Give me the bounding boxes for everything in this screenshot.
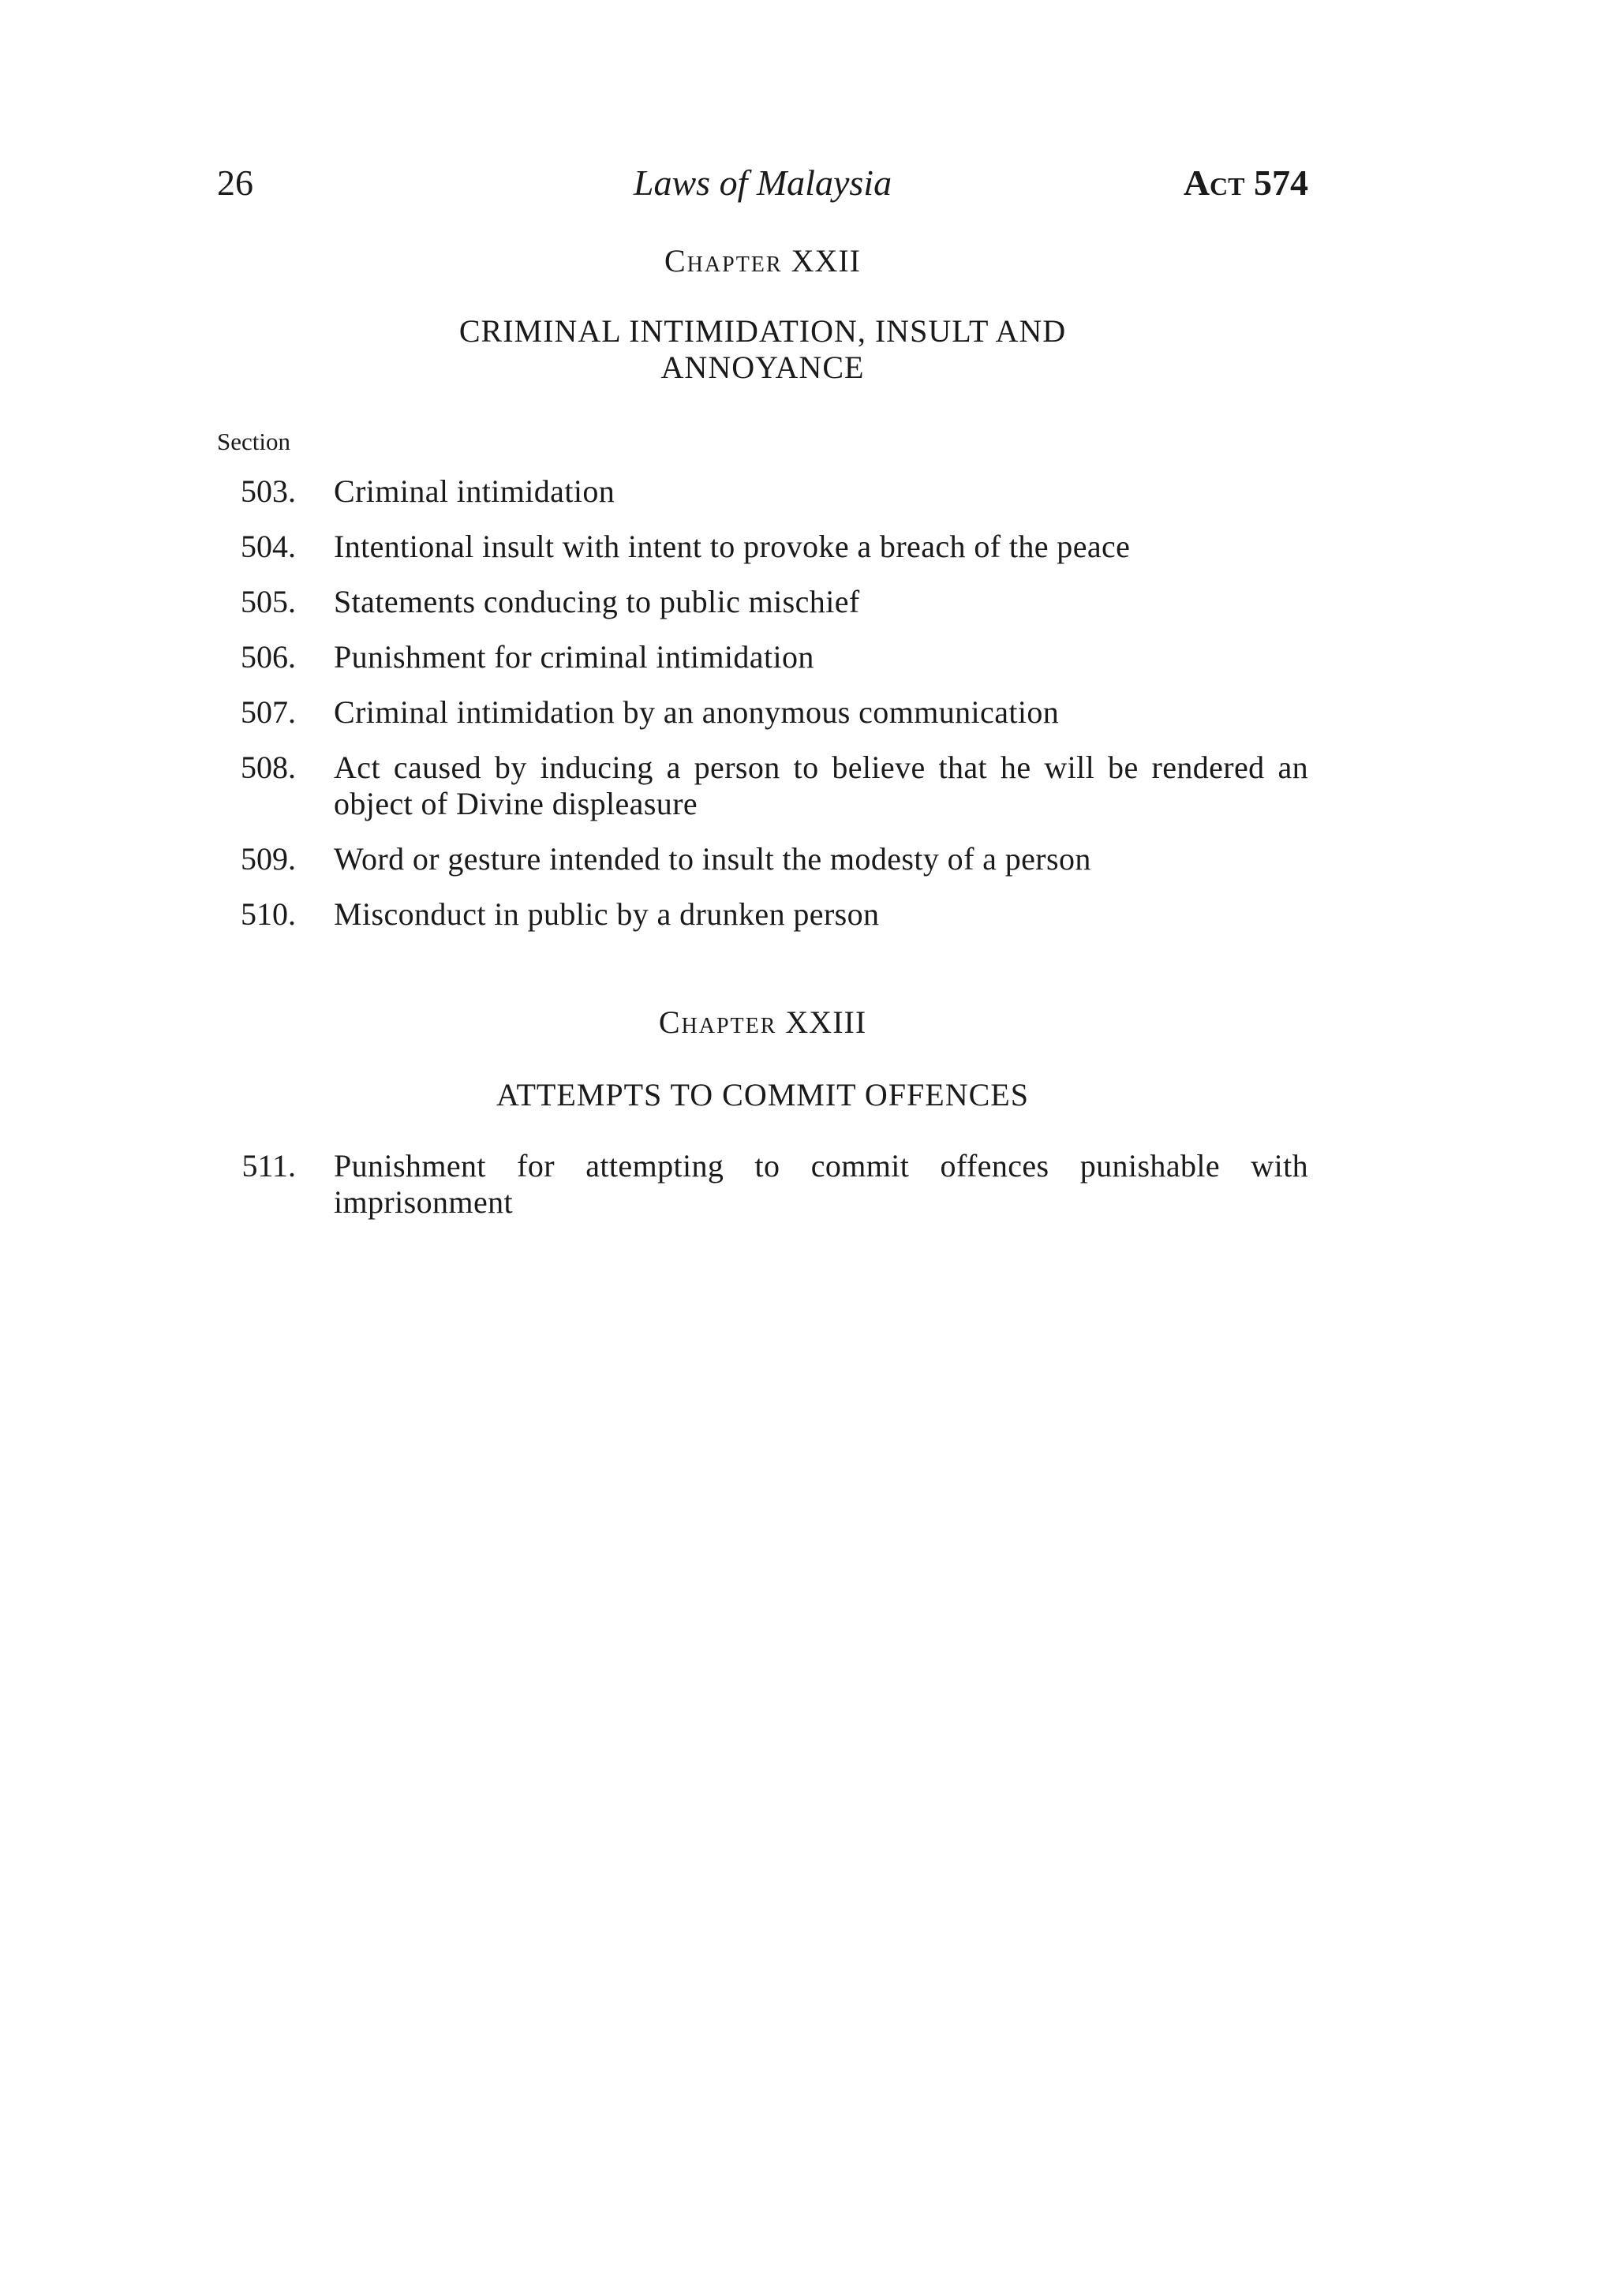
section-title: Word or gesture intended to insult the modesty of a person — [334, 841, 1091, 877]
chapter-label-numeral: XXIII — [785, 1004, 867, 1040]
chapter-22-heading — [217, 241, 1308, 282]
section-number: 510. — [241, 896, 296, 932]
chapter-23-heading — [217, 1002, 1308, 1043]
section-number: 503. — [241, 473, 296, 509]
section-number: 507. — [241, 694, 296, 730]
chapter-23-title: ATTEMPTS TO COMMIT OFFENCES — [496, 1077, 1029, 1112]
chapter-22-title — [217, 313, 1308, 386]
chapter-label-word: Chapter — [658, 1004, 777, 1040]
section-number: 511. — [241, 1148, 296, 1184]
section-number: 504. — [241, 529, 296, 564]
running-title: Laws of Malaysia — [633, 163, 892, 203]
section-column-label: Section — [217, 428, 290, 455]
section-number: 509. — [241, 841, 296, 877]
section-title: Intentional insult with intent to provoke a breach of the peace — [334, 529, 1131, 564]
chapter-title-line: ANNOYANCE — [660, 350, 865, 385]
section-number: 508. — [241, 750, 296, 785]
act-number: 574 — [1254, 163, 1308, 203]
section-number: 506. — [241, 639, 296, 675]
section-title: Statements conducing to public mischief — [334, 584, 860, 619]
chapter-label-numeral: XXII — [791, 243, 861, 279]
act-reference — [1184, 158, 1308, 208]
section-title: Criminal intimidation — [334, 473, 615, 509]
section-title: Misconduct in public by a drunken person — [334, 896, 880, 932]
chapter-title-line: CRIMINAL INTIMIDATION, INSULT AND — [458, 313, 1067, 349]
section-number: 505. — [241, 584, 296, 619]
page-header — [217, 158, 1308, 208]
act-prefix: Act — [1183, 163, 1245, 203]
chapter-label-word: Chapter — [664, 243, 783, 279]
section-title: Criminal intimidation by an anonymous communication — [334, 694, 1060, 730]
section-title: Punishment for criminal intimidation — [334, 639, 814, 675]
section-title: Act caused by inducing a person to believe that he will be rendered an object of Divine displeasure — [334, 750, 1308, 821]
page-number: 26 — [217, 163, 253, 203]
section-title: Punishment for attempting to commit offences punishable with imprisonment — [334, 1148, 1308, 1220]
